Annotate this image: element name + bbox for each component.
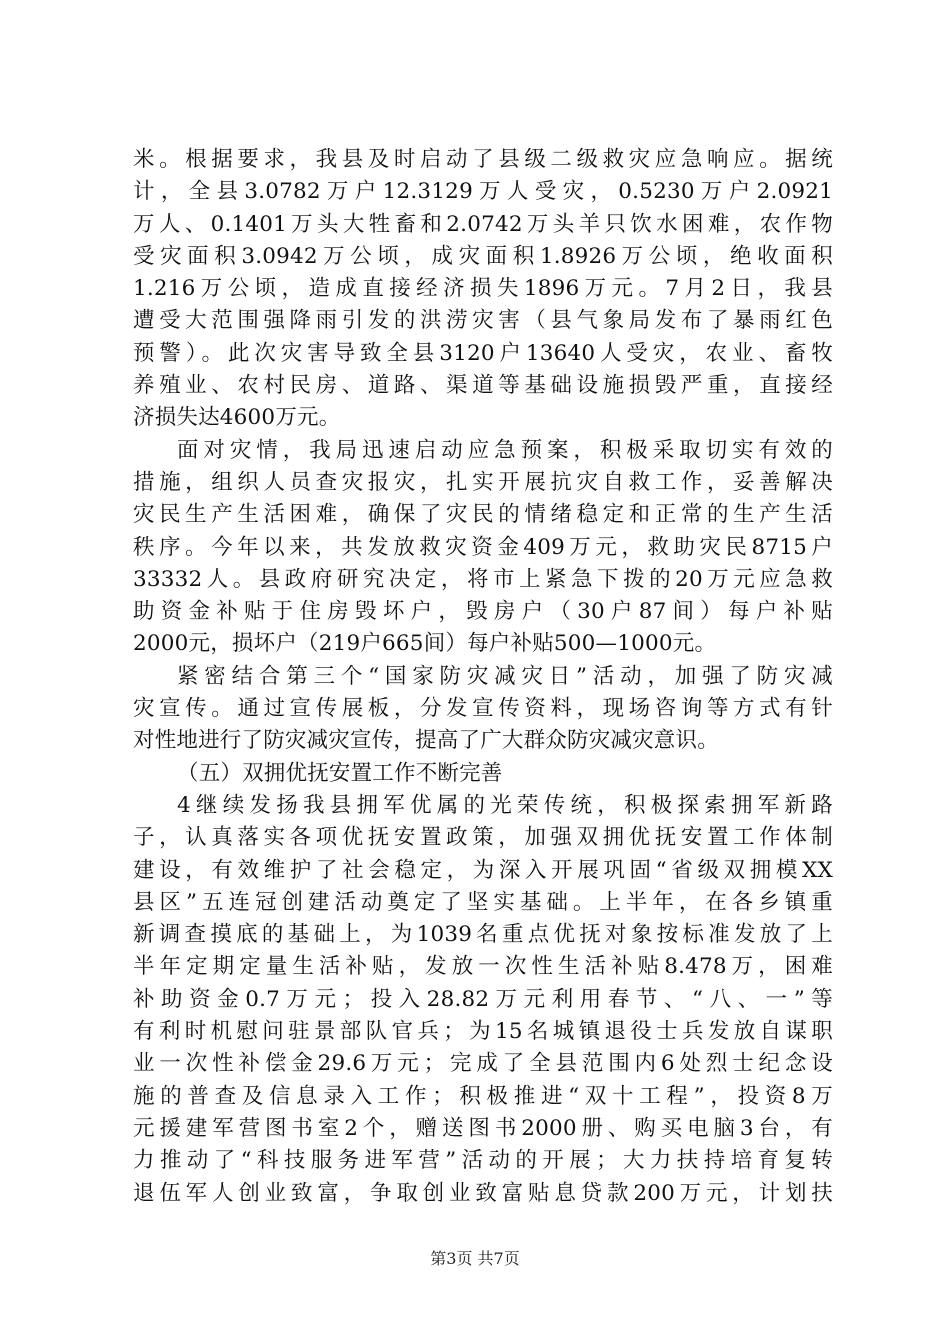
page-number: 第3页 共7页 (430, 1249, 520, 1268)
text-line: 子，认真落实各项优抚安置政策，加强双拥优抚安置工作体制 (133, 825, 833, 851)
text-line: 措施，组织人员查灾报灾，扎实开展抗灾自救工作，妥善解决 (133, 469, 833, 495)
text-line: 2000元，损坏户（219户665间）每户补贴500—1000元。 (133, 631, 717, 657)
text-line: 元援建军营图书室2个，赠送图书2000册、购买电脑3台，有 (133, 1115, 833, 1141)
paragraph-first-line: 紧密结合第三个“国家防灾减灾日”活动，加强了防灾减 (177, 663, 833, 689)
text-line: 33332人。县政府研究决定，将市上紧急下拨的20万元应急救 (133, 566, 833, 592)
paragraph-first-line: 4继续发扬我县拥军优属的光荣传统，积极探索拥军新路 (177, 792, 833, 818)
text-line: 遭受大范围强降雨引发的洪涝灾害（县气象局发布了暴雨红色 (133, 308, 833, 334)
text-line: 灾宣传。通过宣传展板，分发宣传资料，现场咨询等方式有针 (133, 696, 833, 722)
text-line: 业一次性补偿金29.6万元；完成了全县范围内6处烈士纪念设 (133, 1051, 833, 1077)
text-line: 对性地进行了防灾减灾宣传，提高了广大群众防灾减灾意识。 (133, 728, 719, 754)
text-line: 灾民生产生活困难，确保了灾民的情绪稳定和正常的生产生活 (133, 502, 833, 528)
text-line: 受灾面积3.0942万公顷，成灾面积1.8926万公顷，绝收面积 (133, 243, 833, 269)
text-line: 建设，有效维护了社会稳定，为深入开展巩固“省级双拥模XX (133, 857, 833, 883)
text-line: 养殖业、农村民房、道路、渠道等基础设施损毁严重，直接经 (133, 373, 833, 399)
text-line: 1.216万公顷，造成直接经济损失1896万元。7月2日，我县 (133, 276, 833, 302)
text-line: 退伍军人创业致富，争取创业致富贴息贷款200万元，计划扶 (133, 1180, 833, 1206)
section-heading: （五）双拥优抚安置工作不断完善 (177, 760, 503, 786)
document-body (133, 144, 833, 1210)
text-line: 半年定期定量生活补贴，发放一次性生活补贴8.478万，困难 (133, 954, 833, 980)
text-line: 新调查摸底的基础上，为1039名重点优抚对象按标准发放了上 (133, 922, 833, 948)
text-line: 秩序。今年以来，共发放救灾资金409万元，救助灾民8715户 (133, 534, 833, 560)
text-line: 米。根据要求，我县及时启动了县级二级救灾应急响应。据统 (133, 147, 833, 172)
paragraph-first-line: 面对灾情，我局迅速启动应急预案，积极采取切实有效的 (177, 437, 833, 463)
text-line: 有利时机慰问驻景部队官兵；为15名城镇退役士兵发放自谋职 (133, 1019, 833, 1045)
text-line: 预警）。此次灾害导致全县3120户13640人受灾，农业、畜牧 (133, 340, 833, 366)
text-line: 力推动了“科技服务进军营”活动的开展；大力扶持培育复转 (133, 1148, 833, 1174)
text-line: 补助资金0.7万元；投入28.82万元利用春节、“八、一”等 (133, 986, 833, 1012)
text-line: 济损失达4600万元。 (133, 405, 341, 431)
text-line: 万人、0.1401万头大牲畜和2.0742万头羊只饮水困难，农作物 (133, 211, 833, 237)
text-line: 施的普查及信息录入工作；积极推进“双十工程”，投资8万 (133, 1083, 833, 1109)
text-line: 助资金补贴于住房毁坏户，毁房户（30户87间）每户补贴 (133, 599, 833, 625)
text-line: 县区”五连冠创建活动奠定了坚实基础。上半年，在各乡镇重 (133, 889, 833, 915)
text-line: 计，全县3.0782万户12.3129万人受灾，0.5230万户2.0921 (133, 179, 833, 205)
